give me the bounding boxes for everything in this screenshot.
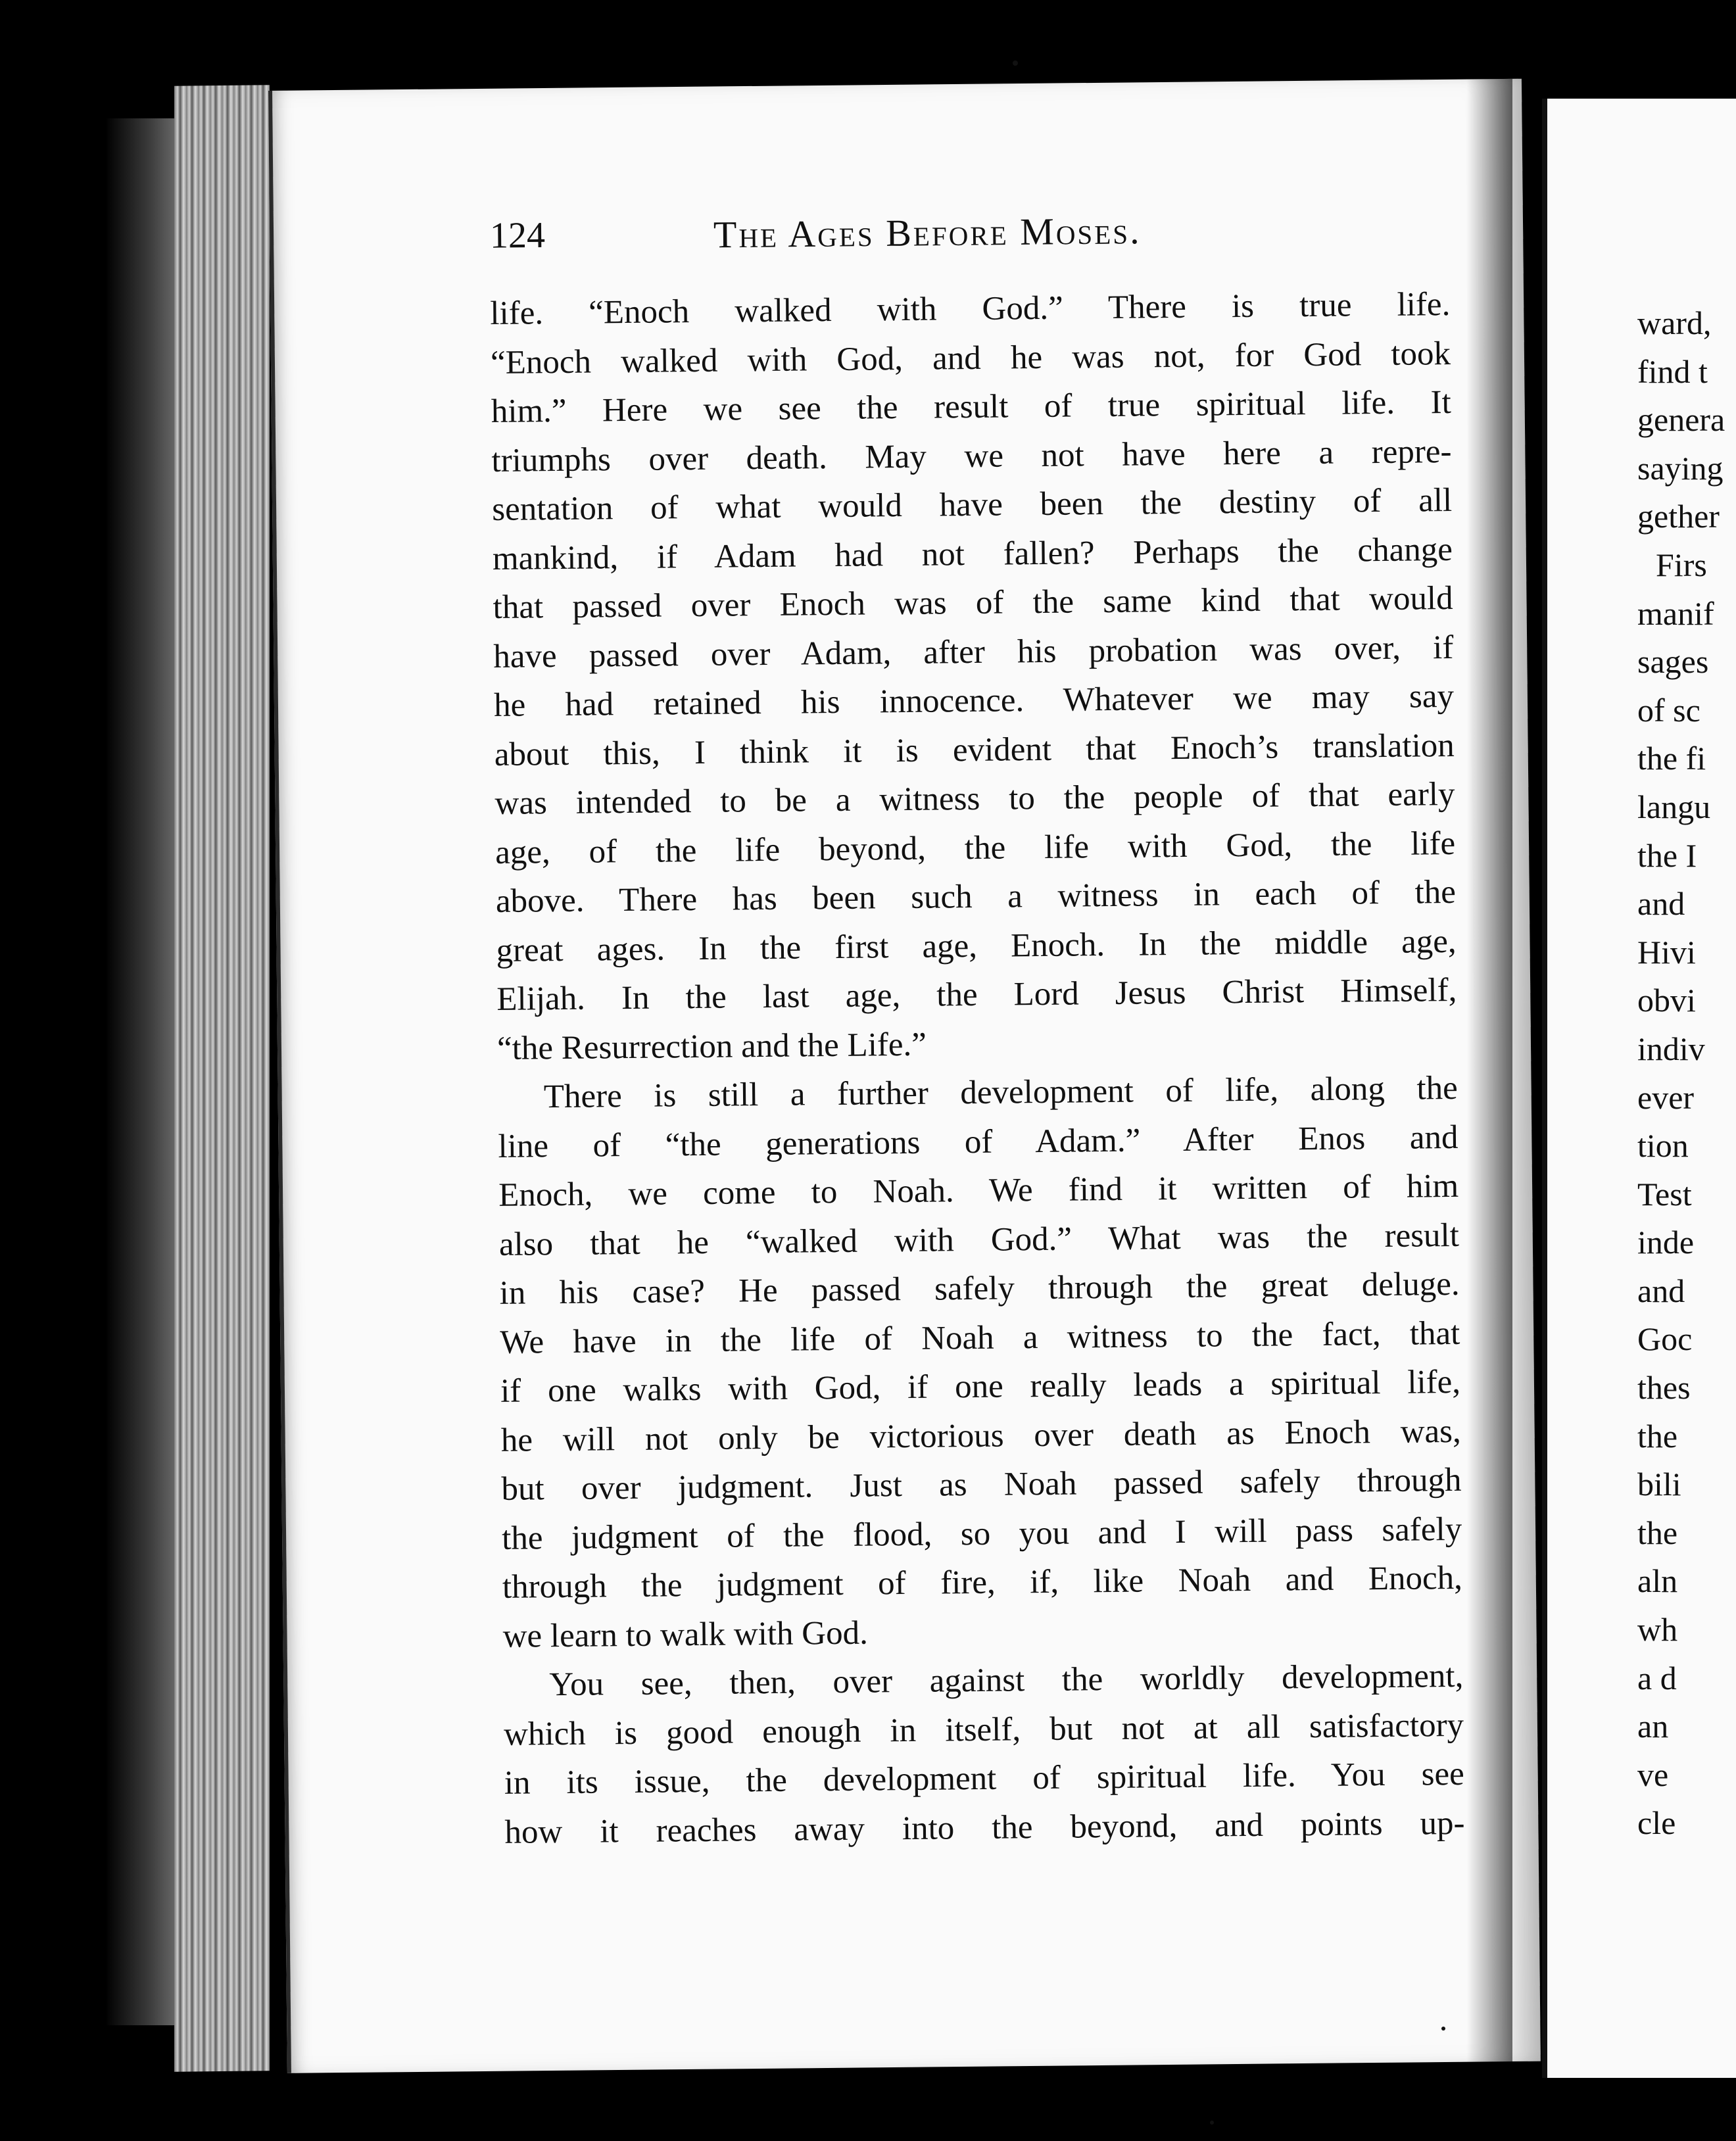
text-line: him.” Here we see the result of true spiritual life. It bbox=[491, 383, 1451, 430]
text-line: how it reaches away into the beyond, and points up- bbox=[504, 1804, 1465, 1851]
right-page-line-fragment: a d bbox=[1637, 1659, 1677, 1696]
body-text bbox=[490, 280, 1465, 1857]
text-line: We have in the life of Noah a witness to the fact, that bbox=[500, 1314, 1460, 1361]
text-line: in its issue, the development of spiritual life. You see bbox=[504, 1755, 1465, 1802]
text-line: mankind, if Adam had not fallen? Perhaps the change bbox=[492, 531, 1453, 577]
text-line: triumphs over death. May we not have here a repre- bbox=[491, 433, 1452, 479]
text-line: You see, then, over against the worldly development, bbox=[549, 1657, 1464, 1704]
right-page-line-fragment: the fi bbox=[1637, 740, 1706, 777]
right-page-line-fragment: and bbox=[1637, 885, 1685, 923]
right-page-line-fragment: the bbox=[1637, 1514, 1678, 1551]
text-line: was intended to be a witness to the people of that early bbox=[494, 775, 1455, 822]
right-page-line-fragment: of sc bbox=[1637, 691, 1700, 729]
text-line: Elijah. In the last age, the Lord Jesus Christ Himself, bbox=[496, 971, 1457, 1018]
text-line: which is good enough in itself, but not at all satisfactory bbox=[503, 1706, 1464, 1753]
right-page-line-fragment: ve bbox=[1637, 1756, 1669, 1793]
text-line: he had retained his innocence. Whatever we may say bbox=[493, 677, 1455, 724]
text-line: “Enoch walked with God, and he was not, for God took bbox=[490, 335, 1451, 381]
right-page-line-fragment: genera bbox=[1637, 401, 1725, 439]
text-line: in his case? He passed safely through the great deluge. bbox=[499, 1265, 1460, 1312]
right-page-line-fragment: indiv bbox=[1637, 1030, 1705, 1067]
right-page-line-fragment: and bbox=[1637, 1272, 1685, 1309]
text-line: “the Resurrection and the Life.” bbox=[496, 1026, 927, 1067]
right-page-text bbox=[1637, 299, 1736, 1848]
right-page-line-fragment: an bbox=[1637, 1708, 1669, 1745]
text-line: age, of the life beyond, the life with God, the life bbox=[494, 825, 1456, 871]
scan-speck bbox=[1441, 2027, 1445, 2031]
right-page-line-fragment: Hivi bbox=[1637, 933, 1696, 971]
text-line: through the judgment of fire, if, like Noah and Enoch, bbox=[502, 1559, 1463, 1606]
right-page-line-fragment: saying bbox=[1637, 449, 1724, 487]
text-line: line of “the generations of Adam.” After Enos and bbox=[498, 1119, 1459, 1165]
text-line: There is still a further development of life, along the bbox=[543, 1069, 1458, 1116]
text-line: we learn to walk with God. bbox=[502, 1614, 869, 1655]
scan-speck bbox=[1210, 2121, 1214, 2125]
right-page-line-fragment: bili bbox=[1637, 1466, 1681, 1503]
scan-speck bbox=[1013, 60, 1018, 66]
gutter-shadow bbox=[1466, 79, 1512, 2091]
page-stack-edge bbox=[174, 85, 270, 2072]
right-page-line-fragment: gether bbox=[1637, 498, 1720, 535]
text-line: life. “Enoch walked with God.” There is true life. bbox=[490, 285, 1451, 332]
text-line: above. There has been such a witness in each of the bbox=[495, 873, 1457, 920]
book-edge-shadow bbox=[105, 118, 178, 2025]
right-page-line-fragment: sages bbox=[1637, 643, 1709, 681]
text-line: great ages. In the first age, Enoch. In the middle age, bbox=[496, 923, 1457, 969]
text-line: about this, I think it is evident that Enoch’s translation bbox=[494, 727, 1455, 773]
right-page-line-fragment: obvi bbox=[1637, 982, 1696, 1019]
page-number: 124 bbox=[489, 214, 546, 256]
right-page-line-fragment: the I bbox=[1637, 836, 1697, 874]
right-page-line-fragment: Firs bbox=[1656, 546, 1707, 583]
text-line: the judgment of the flood, so you and I will pass safely bbox=[501, 1510, 1462, 1557]
text-line: also that he “walked with God.” What was the result bbox=[498, 1216, 1460, 1263]
text-line: he will not only be victorious over death as Enoch was, bbox=[500, 1412, 1462, 1459]
text-line: that passed over Enoch was of the same kind that would bbox=[493, 579, 1453, 626]
right-page-line-fragment: Test bbox=[1637, 1175, 1692, 1213]
text-line: have passed over Adam, after his probation was over, if bbox=[493, 629, 1454, 675]
right-page-line-fragment: Goc bbox=[1637, 1320, 1693, 1358]
text-line: Enoch, we come to Noah. We find it written of him bbox=[498, 1167, 1459, 1214]
right-page-line-fragment: inde bbox=[1637, 1224, 1695, 1261]
running-title: The Ages Before Moses. bbox=[713, 209, 1142, 256]
text-line: if one walks with God, if one really leads a spiritual life, bbox=[500, 1363, 1461, 1410]
right-page-line-fragment: cle bbox=[1637, 1804, 1676, 1842]
right-page-line-fragment: the bbox=[1637, 1417, 1678, 1455]
right-page-line-fragment: langu bbox=[1637, 788, 1711, 825]
right-page-line-fragment: thes bbox=[1637, 1369, 1691, 1407]
text-line: sentation of what would have been the destiny of all bbox=[491, 481, 1453, 528]
right-page-line-fragment: aln bbox=[1637, 1562, 1678, 1600]
right-page-line-fragment: wh bbox=[1637, 1611, 1678, 1648]
right-page-line-fragment: ward, bbox=[1637, 304, 1712, 341]
text-line: but over judgment. Just as Noah passed safely through bbox=[501, 1461, 1462, 1508]
right-page-line-fragment: ever bbox=[1637, 1078, 1695, 1116]
right-page-line-fragment: manif bbox=[1637, 594, 1714, 632]
right-page-line-fragment: tion bbox=[1637, 1127, 1689, 1165]
right-page-line-fragment: find t bbox=[1637, 352, 1708, 390]
